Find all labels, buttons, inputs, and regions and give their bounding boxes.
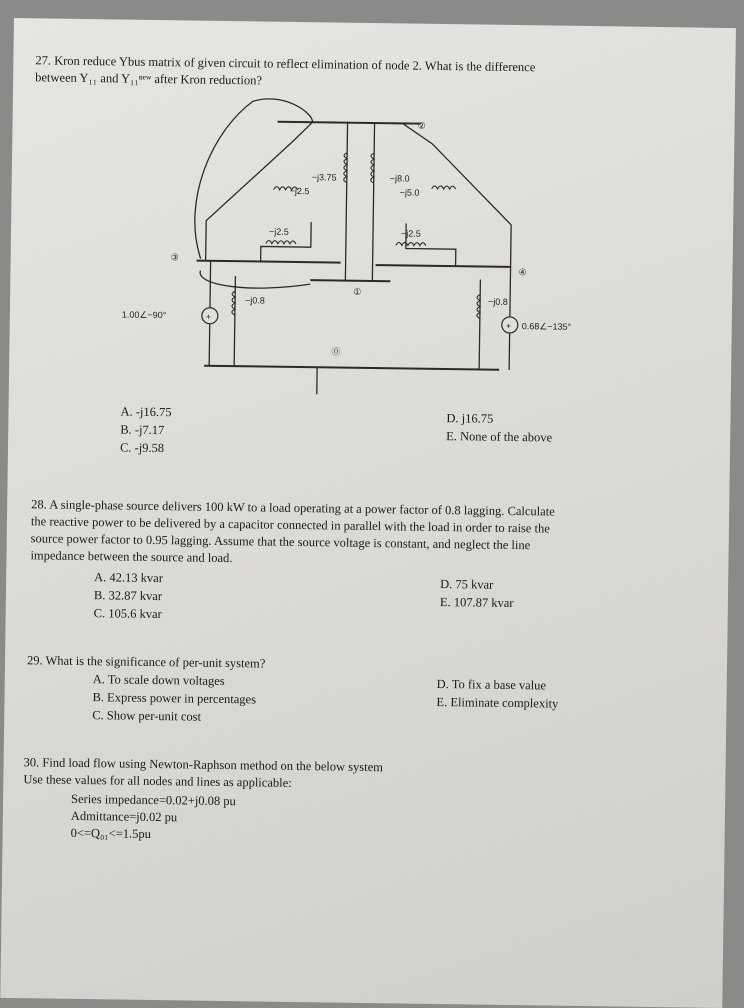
impedance-label: −j3.75 xyxy=(312,172,337,182)
q27-option-a[interactable]: A. -j16.75 xyxy=(120,404,171,422)
q27-line1: 27. Kron reduce Ybus matrix of given circuit to reflect elimination of node 2. What is the difference xyxy=(35,52,715,78)
q28-option-d[interactable]: D. 75 kvar xyxy=(440,576,493,594)
q27-option-b[interactable]: B. -j7.17 xyxy=(120,422,164,440)
node-0-label: ⓪ xyxy=(331,346,340,356)
q28-option-e[interactable]: E. 107.87 kvar xyxy=(440,594,514,612)
svg-text:+: + xyxy=(506,321,511,331)
q27-option-e[interactable]: E. None of the above xyxy=(446,428,552,446)
source-left-label: 1.00∠−90° xyxy=(122,310,167,321)
q27-line2: between Y₁₁ and Y₁₁ⁿᵉʷ after Kron reduction? xyxy=(35,69,715,95)
q30-line2: Use these values for all nodes and lines as applicable: xyxy=(23,771,703,797)
q28-text xyxy=(30,496,711,573)
impedance-label: −j0.8 xyxy=(488,297,508,307)
q28-line2: the reactive power to be delivered by a capacitor connected in parallel with the load in order to raise the xyxy=(31,513,711,539)
q30-admittance: Admittance=j0.02 pu xyxy=(71,808,471,831)
q28-option-b[interactable]: B. 32.87 kvar xyxy=(94,587,162,605)
q30-q-limits: 0<=Q₀₁<=1.5pu xyxy=(71,825,471,848)
node-1-label: ① xyxy=(353,287,361,297)
q27-option-d[interactable]: D. j16.75 xyxy=(446,410,493,428)
svg-text:+: + xyxy=(206,312,211,322)
q28-option-a[interactable]: A. 42.13 kvar xyxy=(94,569,163,587)
q28-line3: source power factor to 0.95 lagging. Assume that the source voltage is constant, and neglect the line xyxy=(31,530,711,556)
node-4-label: ④ xyxy=(518,267,526,277)
q28-option-c[interactable]: C. 105.6 kvar xyxy=(94,605,162,623)
q29-option-b[interactable]: B. Express power in percentages xyxy=(92,689,256,708)
node-2-label: ② xyxy=(417,121,425,131)
q29-option-d[interactable]: D. To fix a base value xyxy=(437,676,547,695)
impedance-label: −j0.8 xyxy=(245,295,265,305)
impedance-label: −j8.0 xyxy=(390,173,410,183)
node-3-label: ③ xyxy=(171,252,179,262)
impedance-label: −j2.5 xyxy=(290,186,310,196)
q28-line1: 28. A single-phase source delivers 100 kW to a load operating at a power factor of 0.8 lagging. Calculate xyxy=(31,496,711,522)
q30-values xyxy=(71,791,472,848)
q29-option-c[interactable]: C. Show per-unit cost xyxy=(92,707,201,726)
q27-option-c[interactable]: C. -j9.58 xyxy=(120,440,164,458)
source-right-label: 0.68∠−135° xyxy=(522,321,572,332)
impedance-label: −j2.5 xyxy=(269,227,289,237)
q29-line1: 29. What is the significance of per-unit system? xyxy=(27,652,707,678)
q30-series-impedance: Series impedance=0.02+j0.08 pu xyxy=(71,791,471,814)
exam-page xyxy=(0,18,736,1008)
impedance-label: −j5.0 xyxy=(400,187,420,197)
q29-option-a[interactable]: A. To scale down voltages xyxy=(93,671,225,690)
q27-circuit-diagram xyxy=(8,18,736,428)
q30-line1: 30. Find load flow using Newton-Raphson method on the below system xyxy=(23,754,703,780)
q28-line4: impedance between the source and load. xyxy=(30,547,710,573)
q29-option-e[interactable]: E. Eliminate complexity xyxy=(436,694,558,713)
impedance-label: −j2.5 xyxy=(401,228,421,238)
